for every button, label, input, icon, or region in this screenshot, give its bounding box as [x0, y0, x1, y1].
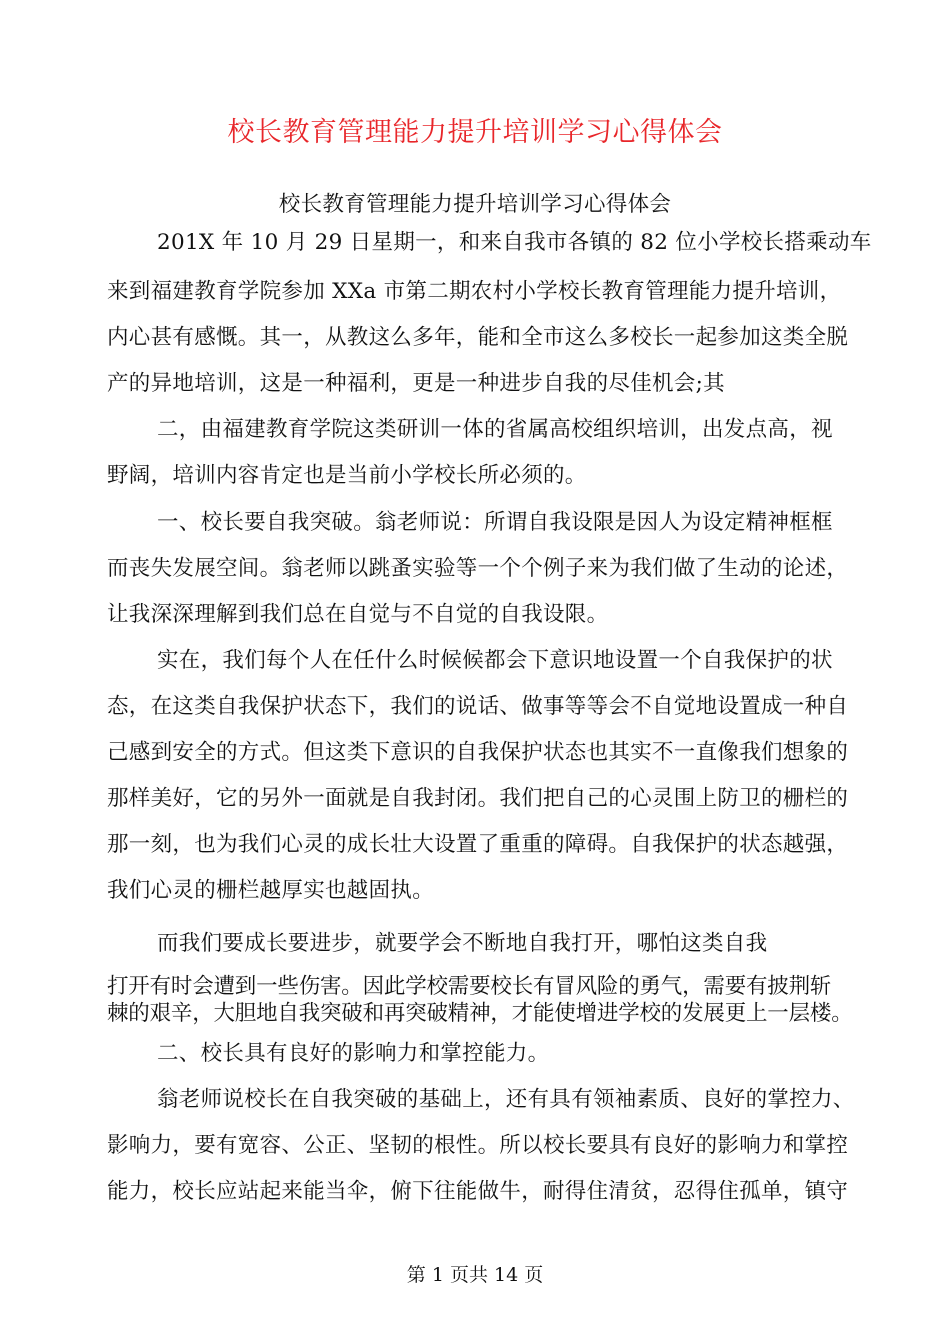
- paragraph-line: 二，由福建教育学院这类研训一体的省属高校组织培训，出发点高，视: [157, 417, 833, 442]
- paragraph-line: 打开有时会遭到一些伤害。因此学校需要校长有冒风险的勇气，需要有披荆斩: [107, 974, 832, 999]
- paragraph-line: 棘的艰辛，大胆地自我突破和再突破精神，才能使增进学校的发展更上一层楼。: [107, 1001, 853, 1026]
- paragraph-line: 而丧失发展空间。翁老师以跳蚤实验等一个个例子来为我们做了生动的论述，: [107, 556, 849, 581]
- paragraph-line: 那样美好，它的另外一面就是自我封闭。我们把自己的心灵围上防卫的栅栏的: [107, 786, 849, 811]
- paragraph-line: 来到福建教育学院参加 XXa 市第二期农村小学校长教育管理能力提升培训，: [107, 279, 842, 304]
- paragraph-line: 201X 年 10 月 29 日星期一，和来自我市各镇的 82 位小学校长搭乘动车: [157, 230, 872, 255]
- page-number: 第 1 页共 14 页: [406, 1264, 544, 1286]
- paragraph-line: 影响力，要有宽容、公正、坚韧的根性。所以校长要具有良好的影响力和掌控: [107, 1133, 849, 1158]
- paragraph-line: 翁老师说校长在自我突破的基础上，还有具有领袖素质、良好的掌控力、: [157, 1087, 855, 1112]
- document-title: 校长教育管理能力提升培训学习心得体会: [227, 117, 723, 148]
- paragraph-line: 让我深深理解到我们总在自觉与不自觉的自我设限。: [107, 602, 609, 627]
- paragraph-line: 二、校长具有良好的影响力和掌控能力。: [157, 1041, 550, 1066]
- document-subtitle: 校长教育管理能力提升培训学习心得体会: [278, 192, 672, 217]
- paragraph-line: 而我们要成长要进步，就要学会不断地自我打开，哪怕这类自我: [157, 931, 768, 956]
- paragraph-line: 实在，我们每个人在任什么时候候都会下意识地设置一个自我保护的状: [157, 648, 833, 673]
- paragraph-line: 一、校长要自我突破。翁老师说：所谓自我设限是因人为设定精神框框: [157, 510, 833, 535]
- paragraph-line: 野阔，培训内容肯定也是当前小学校长所必须的。: [107, 463, 587, 488]
- paragraph-line: 那一刻，也为我们心灵的成长壮大设置了重重的障碍。自我保护的状态越强，: [107, 832, 849, 857]
- paragraph-line: 内心甚有感慨。其一，从教这么多年，能和全市这么多校长一起参加这类全脱: [107, 325, 849, 350]
- paragraph-line: 我们心灵的栅栏越厚实也越固执。: [107, 878, 435, 903]
- paragraph-line: 态，在这类自我保护状态下，我们的说话、做事等等会不自觉地设置成一种自: [107, 694, 849, 719]
- paragraph-line: 产的异地培训，这是一种福利，更是一种进步自我的尽佳机会;其: [107, 371, 725, 396]
- paragraph-line: 己感到安全的方式。但这类下意识的自我保护状态也其实不一直像我们想象的: [107, 740, 849, 765]
- paragraph-line: 能力，校长应站起来能当伞，俯下往能做牛，耐得住清贫，忍得住孤单，镇守: [107, 1179, 849, 1204]
